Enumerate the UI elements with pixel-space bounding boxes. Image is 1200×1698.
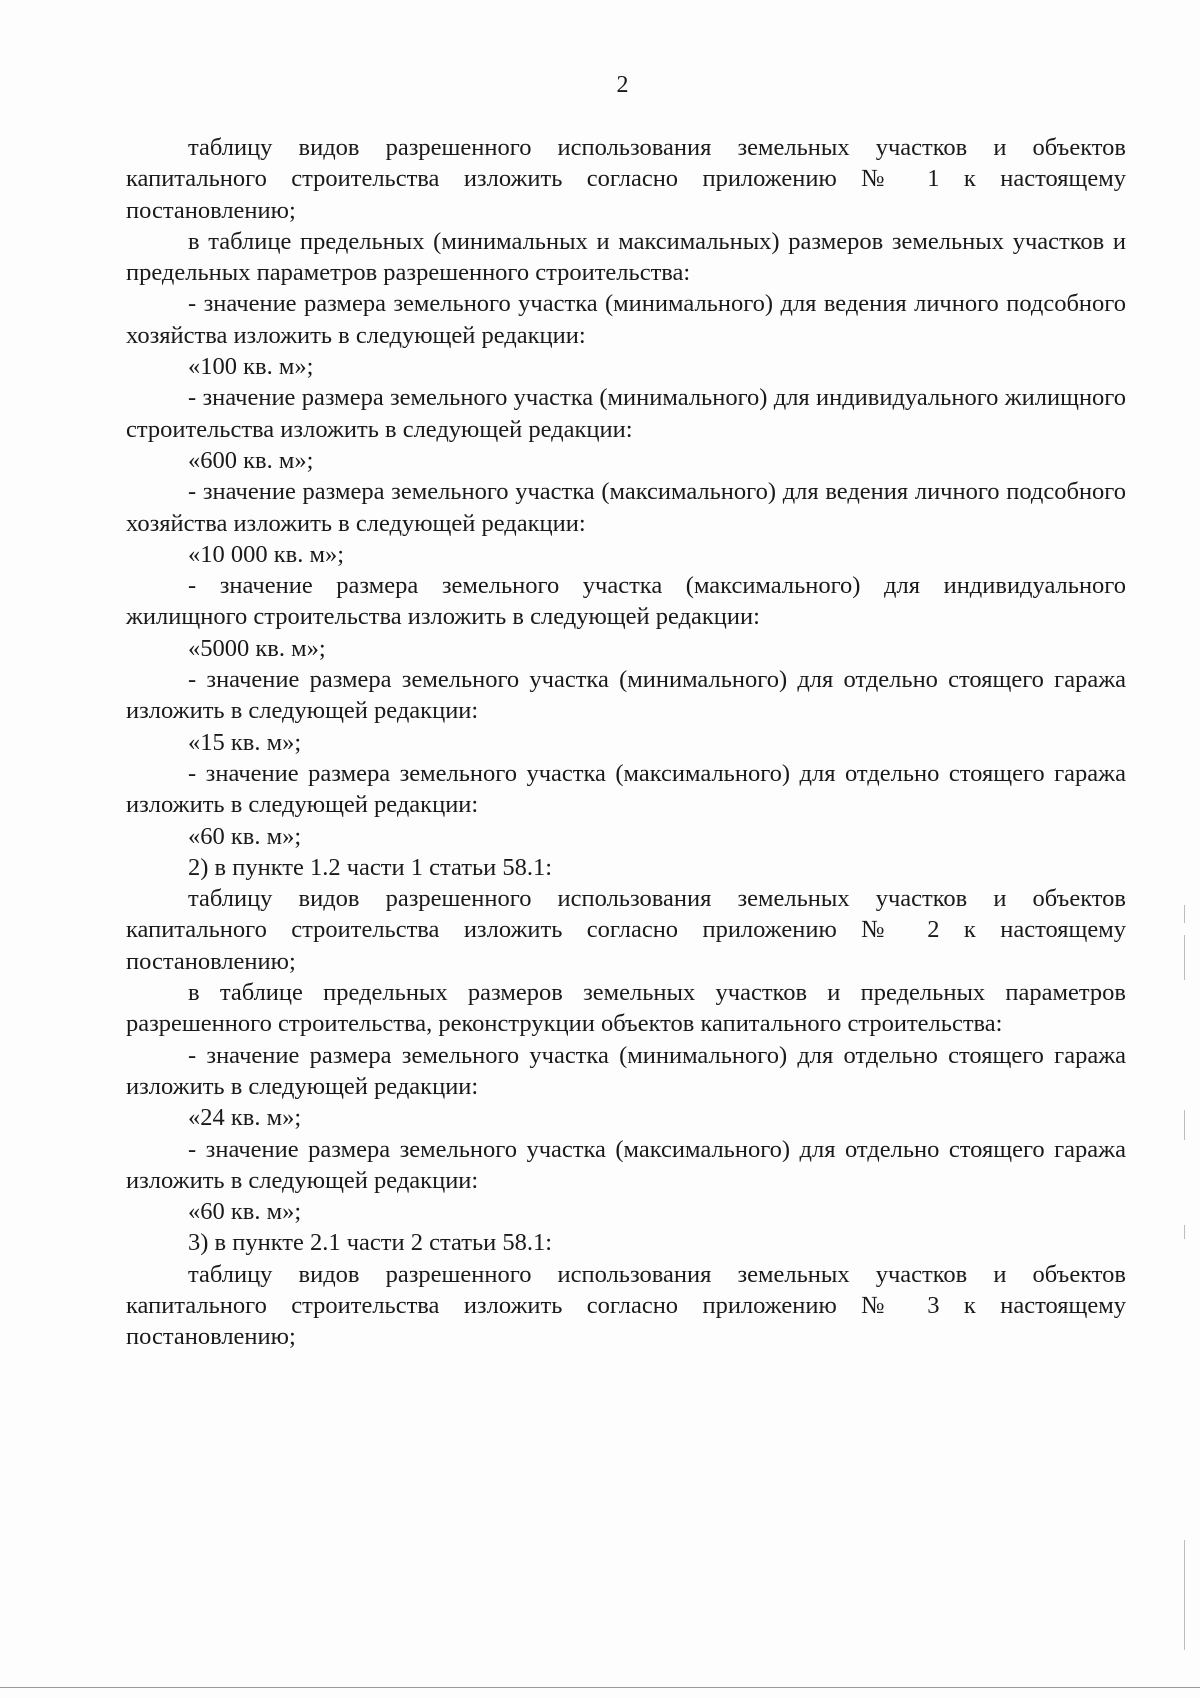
scan-edge-mark bbox=[1184, 905, 1185, 923]
paragraph: «60 кв. м»; bbox=[188, 822, 302, 850]
paragraph: в таблице предельных размеров земельных участков и предельных параметров разрешенного строительства, реконструкции объектов капитального строительства: bbox=[126, 979, 1126, 1038]
document-body bbox=[126, 132, 1126, 1353]
paragraph: таблицу видов разрешенного использования земельных участков и объектов капитального строительства изложить согласно приложению № 3 к настоящему постановлению; bbox=[126, 1260, 1126, 1351]
paragraph: таблицу видов разрешенного использования земельных участков и объектов капитального строительства изложить согласно приложению № 1 к настоящему постановлению; bbox=[126, 134, 1126, 224]
paragraph: - значение размера земельного участка (максимального) для отдельно стоящего гаража изложить в следующей редакции: bbox=[126, 759, 1126, 819]
paragraph: «100 кв. м»; bbox=[188, 353, 314, 381]
paragraph: «10 000 кв. м»; bbox=[188, 540, 345, 568]
paragraph: - значение размера земельного участка (минимального) для отдельно стоящего гаража изложить в следующей редакции: bbox=[126, 666, 1126, 725]
paragraph: - значение размера земельного участка (максимального) для индивидуального жилищного строительства изложить в следующей редакции: bbox=[126, 572, 1126, 631]
paragraph: - значение размера земельного участка (максимального) для ведения личного подсобного хозяйства изложить в следующей редакции: bbox=[126, 478, 1126, 537]
paragraph: «15 кв. м»; bbox=[188, 728, 302, 756]
paragraph: 3) в пункте 2.1 части 2 статьи 58.1: bbox=[188, 1229, 553, 1257]
paragraph: «5000 кв. м»; bbox=[188, 634, 326, 662]
paragraph: 2) в пункте 1.2 части 1 статьи 58.1: bbox=[188, 853, 553, 881]
page-number: 2 bbox=[616, 72, 629, 98]
scan-bottom-edge bbox=[0, 1687, 1200, 1688]
paragraph: «60 кв. м»; bbox=[188, 1198, 302, 1226]
paragraph: - значение размера земельного участка (минимального) для отдельно стоящего гаража изложить в следующей редакции: bbox=[126, 1041, 1126, 1100]
scan-edge-mark bbox=[1184, 935, 1185, 980]
scan-edge-mark bbox=[1184, 1225, 1185, 1239]
scan-edge-mark bbox=[1184, 1110, 1185, 1140]
paragraph: в таблице предельных (минимальных и максимальных) размеров земельных участков и предельных параметров разрешенного строительства: bbox=[126, 227, 1126, 287]
paragraph: - значение размера земельного участка (минимального) для индивидуального жилищного строительства изложить в следующей редакции: bbox=[126, 384, 1126, 443]
scan-edge-mark bbox=[1184, 1540, 1185, 1650]
paragraph: «24 кв. м»; bbox=[188, 1104, 302, 1132]
paragraph: «600 кв. м»; bbox=[188, 446, 314, 474]
paragraph: таблицу видов разрешенного использования земельных участков и объектов капитального строительства изложить согласно приложению № 2 к настоящему постановлению; bbox=[126, 885, 1126, 975]
paragraph: - значение размера земельного участка (минимального) для ведения личного подсобного хозяйства изложить в следующей редакции: bbox=[126, 290, 1126, 349]
paragraph: - значение размера земельного участка (максимального) для отдельно стоящего гаража изложить в следующей редакции: bbox=[126, 1135, 1126, 1194]
